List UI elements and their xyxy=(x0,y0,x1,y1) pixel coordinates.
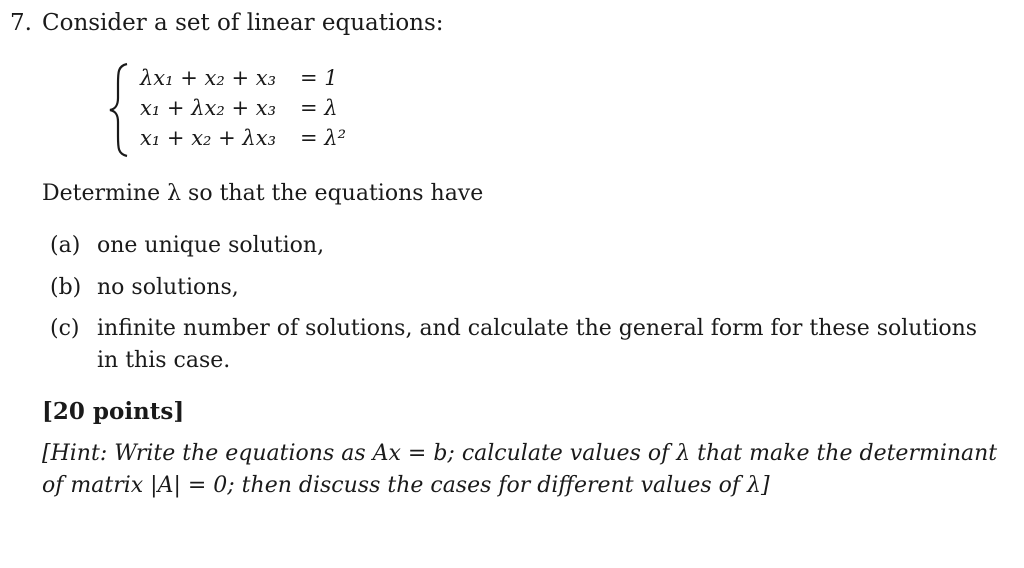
hint-line-2: of matrix |A| = 0; then discuss the cases for different values of λ] xyxy=(42,473,770,498)
equation-rhs: = 1 xyxy=(300,66,338,90)
part-a xyxy=(50,233,324,258)
equation-row-3 xyxy=(140,126,346,150)
question-title xyxy=(10,10,444,36)
part-c-continuation: in this case. xyxy=(97,348,231,373)
equation-rhs: = λ² xyxy=(300,126,346,150)
part-label: (c) xyxy=(50,316,80,341)
part-b xyxy=(50,275,239,300)
question-number: 7. xyxy=(10,10,32,36)
question-text: Consider a set of linear equations: xyxy=(42,10,444,36)
points-label: [20 points] xyxy=(42,398,185,425)
part-text: one unique solution, xyxy=(97,233,325,258)
part-text: no solutions, xyxy=(97,275,239,300)
equation-lhs: x₁ + λx₂ + x₃ xyxy=(140,96,276,120)
equation-lhs: x₁ + x₂ + λx₃ xyxy=(140,126,276,150)
part-text: infinite number of solutions, and calculate the general form for these solutions xyxy=(97,316,978,341)
hint-line-1: [Hint: Write the equations as Ax = b; calculate values of λ that make the determinant xyxy=(42,441,998,466)
part-c xyxy=(50,316,977,341)
left-brace-icon xyxy=(108,62,130,158)
equation-row-1 xyxy=(140,66,338,90)
equation-row-2 xyxy=(140,96,338,120)
part-label: (a) xyxy=(50,233,81,258)
equation-rhs: = λ xyxy=(300,96,338,120)
part-label: (b) xyxy=(50,275,82,300)
equation-lhs: λx₁ + x₂ + x₃ xyxy=(140,66,276,90)
instruction-text: Determine λ so that the equations have xyxy=(42,181,484,206)
equation-system xyxy=(108,62,408,162)
